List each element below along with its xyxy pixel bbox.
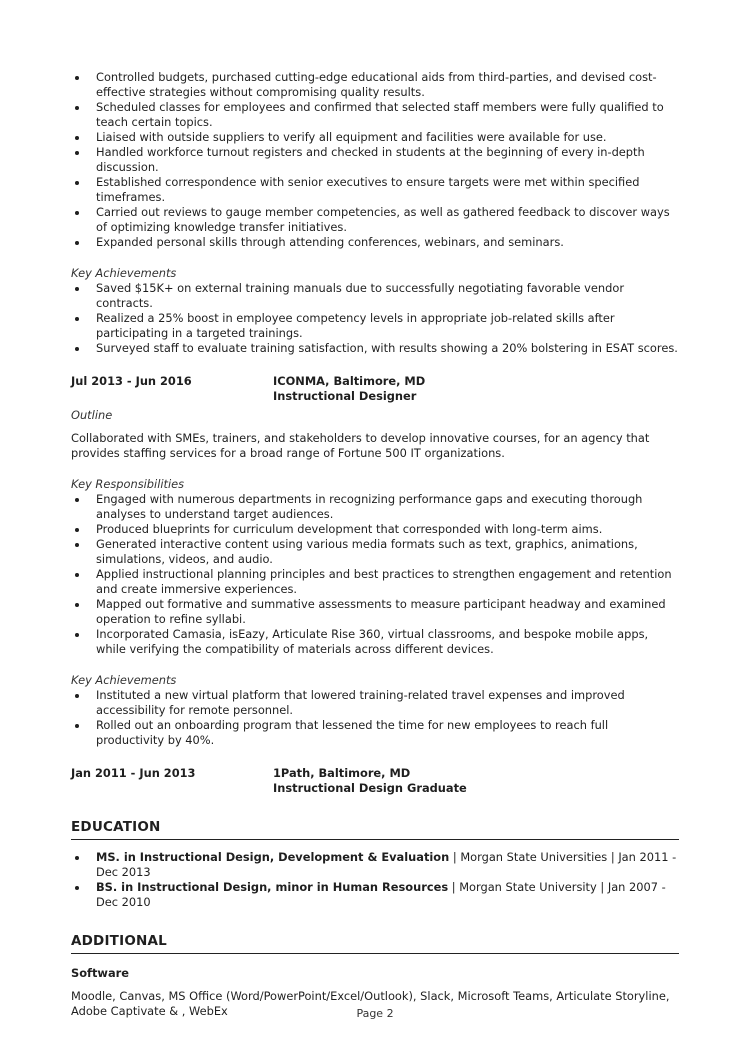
- degree-details: | Morgan State Universities | Jan 2011 - Dec 2013: [96, 850, 677, 879]
- list-item: Generated interactive content using various media formats such as text, graphics, animations, simulations, videos, and audio.: [71, 537, 679, 567]
- list-item: Scheduled classes for employees and confirmed that selected staff members were fully qualified to teach certain topics.: [71, 100, 679, 130]
- degree: BS. in Instructional Design, minor in Human Resources: [96, 880, 449, 894]
- list-item: Carried out reviews to gauge member competencies, as well as gathered feedback to discover ways of optimizing knowledge transfer initiatives.: [71, 205, 679, 235]
- outline-label: Outline: [71, 408, 113, 422]
- list-item: Rolled out an onboarding program that lessened the time for new employees to reach full productivity by 40%.: [71, 718, 679, 748]
- outline-text: Collaborated with SMEs, trainers, and stakeholders to develop innovative courses, for an agency that provides staffing services for a broad range of Fortune 500 IT organizations.: [71, 431, 650, 460]
- list-item: Instituted a new virtual platform that lowered training-related travel expenses and improved accessibility for remote personnel.: [71, 688, 679, 718]
- education-list: [71, 850, 679, 910]
- list-item: Mapped out formative and summative assessments to measure participant headway and examined operation to refine syllabi.: [71, 597, 679, 627]
- software-text: Moodle, Canvas, MS Office (Word/PowerPoint/Excel/Outlook), Slack, Microsoft Teams, Articulate Storyline, Adobe Captivate & , WebEx: [71, 989, 670, 1018]
- list-item: Controlled budgets, purchased cutting-edge educational aids from third-parties, and devised cost-effective strategies without compromising quality results.: [71, 70, 679, 100]
- job-company: 1Path, Baltimore, MD: [273, 766, 411, 780]
- degree: MS. in Instructional Design, Development & Evaluation: [96, 850, 450, 864]
- list-item: Handled workforce turnout registers and checked in students at the beginning of every in-depth discussion.: [71, 145, 679, 175]
- intro-bullet-list: [71, 70, 679, 250]
- list-item: Established correspondence with senior executives to ensure targets were met within specified timeframes.: [71, 175, 679, 205]
- list-item: Liaised with outside suppliers to verify all equipment and facilities were available for use.: [71, 130, 679, 145]
- software-label: Software: [71, 966, 129, 980]
- responsibilities-list: [71, 492, 679, 657]
- job-header-iconma: [71, 374, 679, 404]
- additional-heading: ADDITIONAL: [71, 934, 679, 954]
- list-item: Expanded personal skills through attending conferences, webinars, and seminars.: [71, 235, 679, 250]
- achievements-list: [71, 688, 679, 748]
- job-company: ICONMA, Baltimore, MD: [273, 374, 426, 388]
- list-item: [71, 880, 679, 910]
- achievements-label: Key Achievements: [71, 673, 177, 687]
- education-heading: EDUCATION: [71, 820, 679, 840]
- job-header-1path: [71, 766, 679, 796]
- achievements-label: Key Achievements: [71, 266, 177, 280]
- job-title: Instructional Designer: [273, 389, 417, 403]
- list-item: Realized a 25% boost in employee competency levels in appropriate job-related skills after participating in a targeted trainings.: [71, 311, 679, 341]
- list-item: Engaged with numerous departments in recognizing performance gaps and executing thorough analyses to understand target audiences.: [71, 492, 679, 522]
- list-item: Saved $15K+ on external training manuals due to successfully negotiating favorable vendor contracts.: [71, 281, 679, 311]
- list-item: Produced blueprints for curriculum development that corresponded with long-term aims.: [71, 522, 679, 537]
- list-item: Applied instructional planning principles and best practices to strengthen engagement and retention and create immersive experiences.: [71, 567, 679, 597]
- job-dates: Jan 2011 - Jun 2013: [71, 766, 196, 780]
- responsibilities-label: Key Responsibilities: [71, 477, 185, 491]
- degree-details: | Morgan State University | Jan 2007 - Dec 2010: [96, 880, 666, 909]
- job-dates: Jul 2013 - Jun 2016: [71, 374, 192, 388]
- page-number: Page 2: [356, 1007, 394, 1020]
- list-item: Surveyed staff to evaluate training satisfaction, with results showing a 20% bolstering in ESAT scores.: [71, 341, 679, 356]
- list-item: Incorporated Camasia, isEazy, Articulate Rise 360, virtual classrooms, and bespoke mobile apps, while verifying the compatibility of materials across different devices.: [71, 627, 679, 657]
- list-item: [71, 850, 679, 880]
- job-title: Instructional Design Graduate: [273, 781, 467, 795]
- achievements-list: [71, 281, 679, 356]
